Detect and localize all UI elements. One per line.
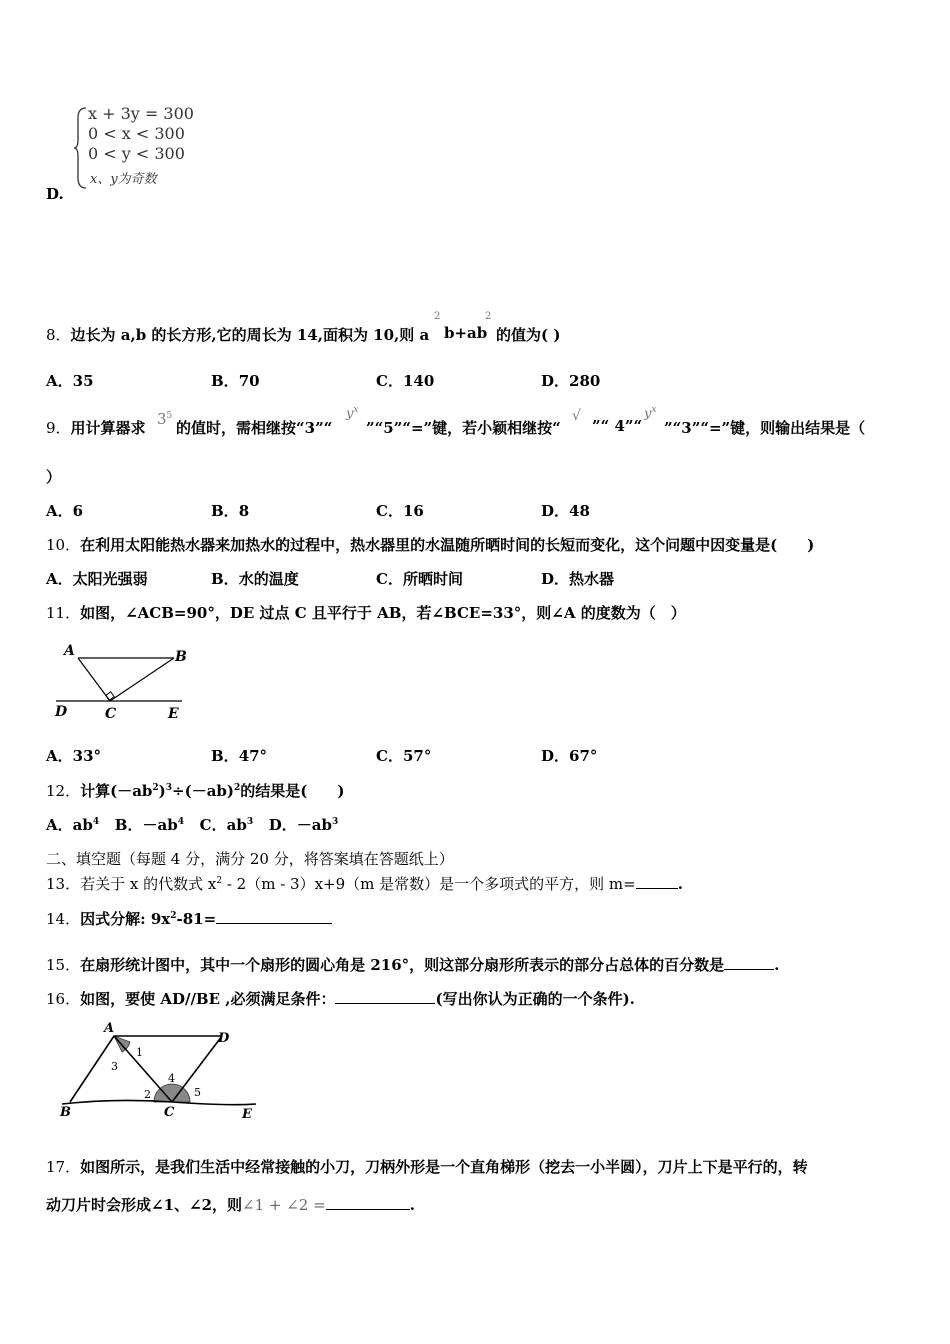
q8-text-b: b+ab	[444, 324, 488, 342]
q16-number: 16．	[46, 990, 81, 1008]
q16-label-b: B	[60, 1105, 71, 1120]
q12-stem: 12．计算$(-ab^2)^3\div(-ab)^2$的结果是( )	[46, 782, 345, 800]
q16-label-d: D	[218, 1031, 230, 1046]
q12-option-b[interactable]: B．$-ab^4$	[114, 816, 184, 834]
q14-number: 14．	[46, 910, 81, 928]
q11-stem: 11．如图，∠ACB=90°，DE 过点 C 且平行于 AB，若∠BCE=33°，则∠A 的度数为（ ）	[46, 604, 686, 622]
q12-option-c[interactable]: C．$ab^3$	[199, 816, 254, 834]
q14-answer-blank[interactable]	[216, 909, 332, 924]
q9-close-paren: ）	[46, 468, 62, 486]
q8-sup1: 2	[434, 311, 441, 322]
q11-label-c: C	[105, 706, 117, 722]
q9-stem: 9．用计算器求	[46, 419, 146, 437]
q7-system	[74, 104, 194, 190]
q9-option-d[interactable]: D．48	[541, 502, 590, 520]
q9-option-a[interactable]: A．6	[46, 502, 84, 520]
q17-expr: ∠1 + ∠2 =	[242, 1196, 326, 1214]
q13-answer-blank[interactable]	[636, 874, 678, 889]
q16-angle-5: 5	[194, 1086, 201, 1099]
system-eq-2: 0 < x < 300	[88, 124, 185, 143]
q12-option-d[interactable]: D．$-ab^3$	[268, 816, 339, 834]
q12-options	[46, 814, 338, 835]
q15-number: 15．	[46, 956, 81, 974]
q9-text-e: ”“3”“=”键，则输出结果是（	[664, 419, 866, 437]
q9-text-b: 的值时，需相继按“3”“	[176, 419, 333, 437]
q9-text-d: ”“ 4”“	[592, 417, 643, 435]
q8-sup2: 2	[485, 311, 492, 322]
q10-number: 10．	[46, 536, 81, 554]
q16-label-a: A	[104, 1021, 115, 1036]
q10-option-b[interactable]: B．水的温度	[211, 570, 299, 588]
q8-number: 8．	[46, 326, 71, 344]
q8-text-a: 边长为 a,b 的长方形,它的周长为 14,面积为 10,则 a	[70, 326, 430, 344]
q9-key-yx: $y^x$	[346, 405, 359, 422]
q8-option-d[interactable]: D．280	[541, 372, 601, 390]
q13-stem: 13．若关于 x 的代数式 $x^2 - 2(m - 3)x+9(m$ 是常数）是一个多项式的平方，则 m= .	[46, 875, 683, 893]
q13-number: 13．	[46, 875, 81, 893]
q11-option-b[interactable]: B．47°	[211, 747, 268, 765]
system-eq-4: x、y为奇数	[90, 172, 157, 187]
q11-option-a[interactable]: A．33°	[46, 747, 102, 765]
q11-label-b: B	[175, 649, 187, 665]
q9-text-c: ”“5”“=”键，若小颖相继按“	[366, 419, 561, 437]
q17-line2: 动刀片时会形成∠1、∠2，则∠1 + ∠2 = .	[46, 1196, 415, 1214]
q11-figure	[50, 638, 200, 724]
q10-option-d[interactable]: D．热水器	[541, 570, 615, 588]
q7-option-d-label: D.	[46, 185, 64, 203]
q10-option-c[interactable]: C．所晒时间	[376, 570, 463, 588]
q17-answer-blank[interactable]	[326, 1195, 410, 1210]
q11-label-d: D	[55, 704, 68, 720]
q8-option-a[interactable]: A．35	[46, 372, 94, 390]
section2-heading: 二、填空题（每题 4 分，满分 20 分，将答案填在答题纸上）	[46, 850, 454, 868]
q11-option-d[interactable]: D．67°	[541, 747, 598, 765]
q8-option-c[interactable]: C．140	[376, 372, 435, 390]
q16-stem: 16．如图，要使 AD//BE ,必须满足条件： (写出你认为正确的一个条件).	[46, 990, 635, 1008]
q10-option-a[interactable]: A．太阳光强弱	[46, 570, 148, 588]
q16-angle-2: 2	[144, 1088, 151, 1101]
q16-label-e: E	[242, 1107, 252, 1122]
q15-answer-blank[interactable]	[724, 955, 774, 970]
q9-expr: $3^5$	[157, 410, 173, 428]
q8-option-b[interactable]: B．70	[211, 372, 260, 390]
q11-option-c[interactable]: C．57°	[376, 747, 432, 765]
q9-option-c[interactable]: C．16	[376, 502, 424, 520]
q12-number: 12．	[46, 782, 81, 800]
q12-option-a[interactable]: A．$ab^4$	[46, 816, 100, 834]
q16-figure	[56, 1020, 266, 1124]
q11-label-e: E	[168, 706, 179, 722]
q9-key-sqrt: √	[572, 408, 581, 424]
q11-number: 11．	[46, 604, 81, 622]
q16-answer-blank[interactable]	[335, 989, 435, 1004]
q16-angle-3: 3	[111, 1060, 118, 1073]
q14-stem: 14．因式分解: $9x^2-81=$	[46, 908, 332, 929]
q8-stem	[46, 324, 429, 345]
q17-number: 17．	[46, 1158, 81, 1176]
q16-angle-4: 4	[168, 1072, 175, 1085]
q10-stem: 10．在利用太阳能热水器来加热水的过程中，热水器里的水温随所晒时间的长短而变化，这个问题中因变量是( )	[46, 536, 815, 554]
q17-line1: 17．如图所示，是我们生活中经常接触的小刀，刀柄外形是一个直角梯形（挖去一小半圆），刀片上下是平行的，转	[46, 1158, 808, 1176]
system-eq-3: 0 < y < 300	[88, 144, 185, 163]
system-eq-1: x + 3y = 300	[88, 104, 194, 123]
q9-number: 9．	[46, 419, 71, 437]
q16-label-c: C	[164, 1105, 175, 1120]
q9-option-b[interactable]: B．8	[211, 502, 250, 520]
q11-label-a: A	[64, 643, 75, 659]
q9-key-yx-2: $y^x$	[644, 405, 657, 422]
q8-text-c: 的值为( )	[496, 326, 561, 344]
q16-angle-1: 1	[136, 1046, 143, 1059]
q15-stem: 15．在扇形统计图中，其中一个扇形的圆心角是 216°，则这部分扇形所表示的部分占总体的百分数是 .	[46, 956, 780, 974]
